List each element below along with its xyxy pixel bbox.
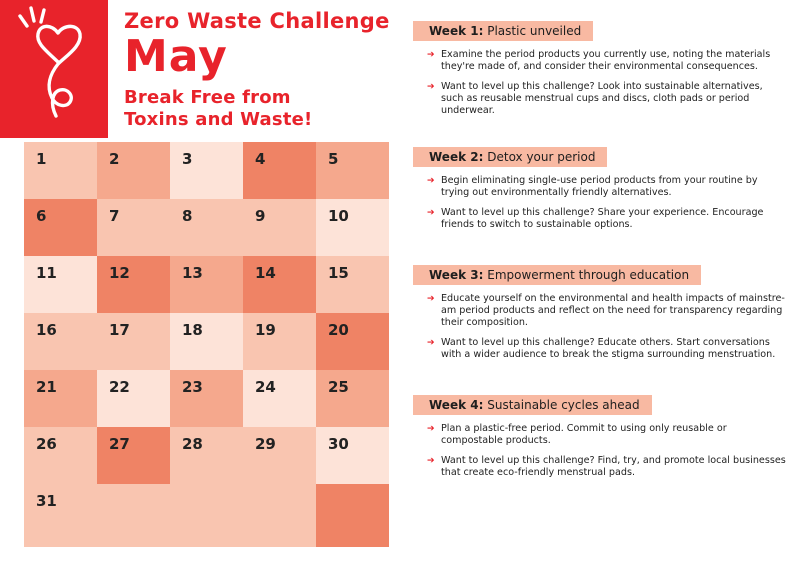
bullet-list bbox=[413, 293, 788, 361]
calendar-day: 2 bbox=[97, 142, 170, 199]
bullet-text: Examine the period products you currently use, noting the materials they're made of, and consider their environmental consequences. bbox=[441, 49, 771, 72]
week-title: Detox your period bbox=[487, 150, 596, 164]
arrow-icon: ➔ bbox=[427, 294, 435, 304]
bullet-text: Want to level up this challenge? Find, try, and promote local businesses that create eco-friendly menstrual pads. bbox=[441, 455, 786, 478]
calendar-grid bbox=[24, 142, 389, 547]
bullet-item bbox=[427, 81, 788, 117]
week-title: Empowerment through education bbox=[487, 268, 690, 282]
week-title: Plastic unveiled bbox=[487, 24, 582, 38]
week-header bbox=[413, 147, 607, 167]
calendar-day: 24 bbox=[243, 370, 316, 427]
week-label: Week 3: bbox=[429, 268, 484, 282]
calendar-day-empty bbox=[170, 484, 243, 547]
bullet-text: Want to level up this challenge? Share your experience. Encourage friends to switch to sustainable options. bbox=[441, 207, 764, 230]
calendar-day: 5 bbox=[316, 142, 389, 199]
challenge-title: Zero Waste Challenge bbox=[124, 9, 390, 33]
calendar-day: 12 bbox=[97, 256, 170, 313]
bullet-item bbox=[427, 455, 788, 479]
arrow-icon: ➔ bbox=[427, 176, 435, 186]
calendar-day: 22 bbox=[97, 370, 170, 427]
week-label: Week 1: bbox=[429, 24, 484, 38]
calendar-day: 21 bbox=[24, 370, 97, 427]
bullet-text: Begin eliminating single-use period products from your routine by trying out environmentally friendly alternatives. bbox=[441, 175, 758, 198]
calendar-day: 9 bbox=[243, 199, 316, 256]
week-label: Week 2: bbox=[429, 150, 484, 164]
arrow-icon: ➔ bbox=[427, 208, 435, 218]
calendar-day: 17 bbox=[97, 313, 170, 370]
calendar-day: 3 bbox=[170, 142, 243, 199]
title-block bbox=[124, 8, 414, 131]
calendar-day: 13 bbox=[170, 256, 243, 313]
calendar-day: 4 bbox=[243, 142, 316, 199]
bullet-item bbox=[427, 293, 788, 329]
week-section bbox=[413, 146, 788, 239]
week-label: Week 4: bbox=[429, 398, 484, 412]
calendar-day: 6 bbox=[24, 199, 97, 256]
arrow-icon: ➔ bbox=[427, 338, 435, 348]
calendar-day-empty bbox=[316, 484, 389, 547]
subtitle bbox=[124, 87, 414, 131]
heart-loop-icon bbox=[0, 0, 108, 138]
calendar-day: 26 bbox=[24, 427, 97, 484]
calendar-day: 31 bbox=[24, 484, 97, 547]
calendar-day: 23 bbox=[170, 370, 243, 427]
logo-box bbox=[0, 0, 108, 138]
calendar-day: 27 bbox=[97, 427, 170, 484]
bullet-text: Want to level up this challenge? Educate others. Start conversations with a wider audience to break the stigma surrounding menstruation. bbox=[441, 337, 776, 360]
week-section bbox=[413, 264, 788, 369]
arrow-icon: ➔ bbox=[427, 82, 435, 92]
calendar-day: 25 bbox=[316, 370, 389, 427]
week-header bbox=[413, 21, 593, 41]
calendar-day: 14 bbox=[243, 256, 316, 313]
bullet-item bbox=[427, 423, 788, 447]
calendar-day: 19 bbox=[243, 313, 316, 370]
week-header bbox=[413, 395, 652, 415]
bullet-text: Plan a plastic-free period. Commit to using only reusable or compostable products. bbox=[441, 423, 727, 446]
bullet-list bbox=[413, 49, 788, 117]
subtitle-line: Break Free from bbox=[124, 87, 291, 108]
bullet-item bbox=[427, 49, 788, 73]
calendar-day: 18 bbox=[170, 313, 243, 370]
calendar-day-empty bbox=[243, 484, 316, 547]
bullet-item bbox=[427, 175, 788, 199]
week-section bbox=[413, 20, 788, 125]
bullet-list bbox=[413, 423, 788, 479]
calendar-day: 8 bbox=[170, 199, 243, 256]
bullet-list bbox=[413, 175, 788, 231]
arrow-icon: ➔ bbox=[427, 50, 435, 60]
arrow-icon: ➔ bbox=[427, 424, 435, 434]
arrow-icon: ➔ bbox=[427, 456, 435, 466]
week-section bbox=[413, 394, 788, 487]
calendar-day: 7 bbox=[97, 199, 170, 256]
bullet-text: Educate yourself on the environmental and health impacts of mainstre-am period products and reflect on the need for transparency regarding their composition. bbox=[441, 293, 785, 328]
month-title: May bbox=[124, 31, 228, 82]
calendar-day: 29 bbox=[243, 427, 316, 484]
calendar-day-empty bbox=[97, 484, 170, 547]
subtitle-line: Toxins and Waste! bbox=[124, 109, 313, 130]
calendar-day: 10 bbox=[316, 199, 389, 256]
week-header bbox=[413, 265, 701, 285]
bullet-text: Want to level up this challenge? Look into sustainable alternatives, such as reusable menstrual cups and discs, cloth pads or period underwear. bbox=[441, 81, 763, 116]
calendar-day: 1 bbox=[24, 142, 97, 199]
calendar-day: 15 bbox=[316, 256, 389, 313]
bullet-item bbox=[427, 337, 788, 361]
calendar-day: 11 bbox=[24, 256, 97, 313]
week-title: Sustainable cycles ahead bbox=[487, 398, 640, 412]
calendar-day: 16 bbox=[24, 313, 97, 370]
calendar-day: 28 bbox=[170, 427, 243, 484]
bullet-item bbox=[427, 207, 788, 231]
calendar-day: 20 bbox=[316, 313, 389, 370]
calendar-day: 30 bbox=[316, 427, 389, 484]
